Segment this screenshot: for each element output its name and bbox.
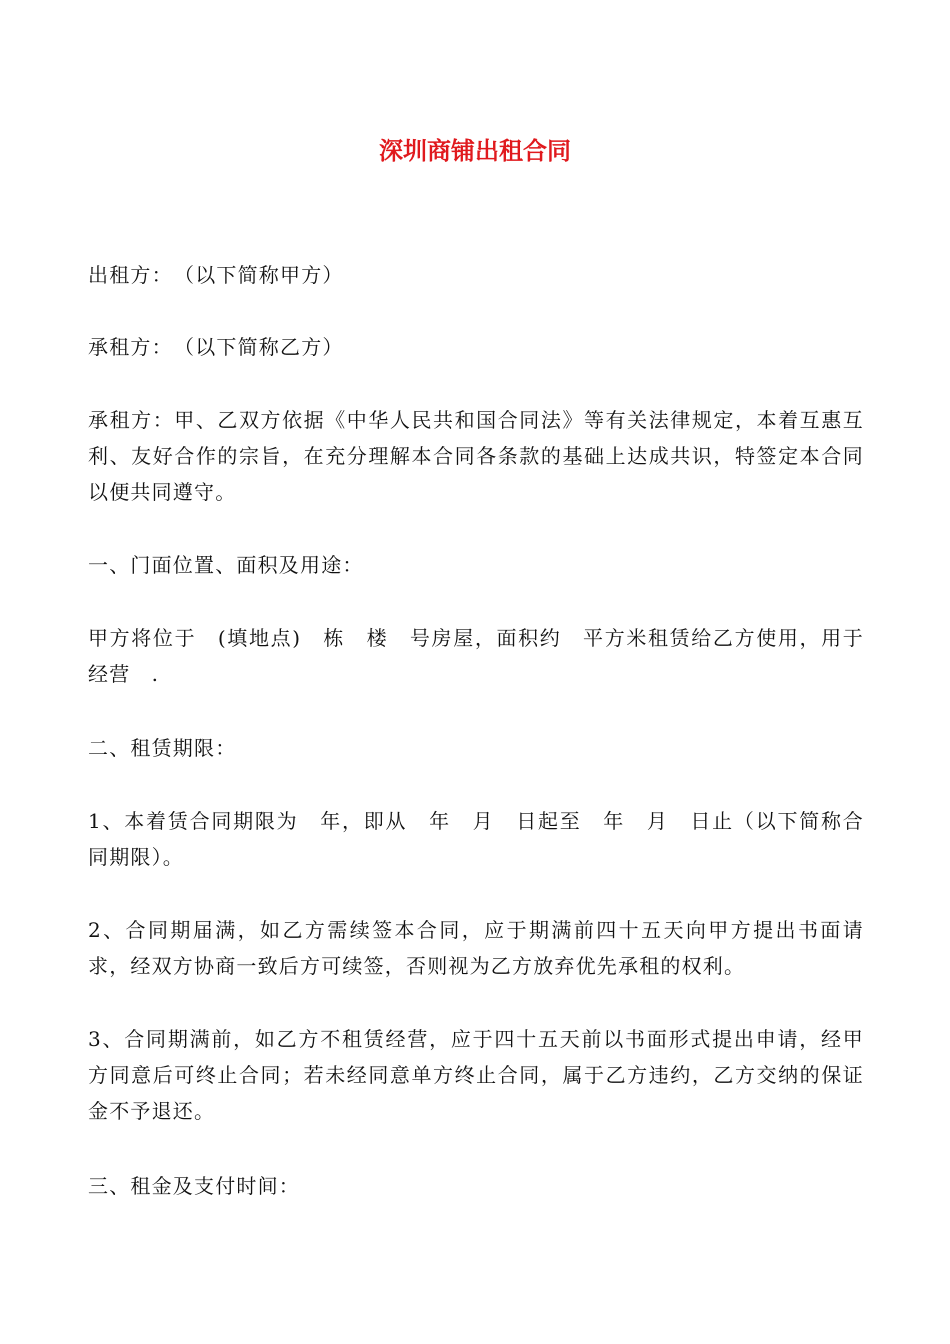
paragraph-lessee: 承租方： （以下简称乙方） <box>88 335 344 359</box>
section-heading-rent: 三、租金及支付时间： <box>88 1174 300 1198</box>
section-heading-location: 一、门面位置、面积及用途： <box>88 553 364 577</box>
document-title: 深圳商铺出租合同 <box>379 137 571 165</box>
paragraph-lessor: 出租方： （以下简称甲方） <box>88 263 344 287</box>
paragraph-term-1: 1、本着赁合同期限为 年，即从 年 月 日起至 年 月 日止（以下简称合同期限）。 <box>88 809 864 869</box>
paragraph-preamble: 承租方：甲、乙双方依据《中华人民共和国合同法》等有关法律规定，本着互惠互利、友好合作的宗旨，在充分理解本合同各条款的基础上达成共识，特签定本合同以便共同遵守。 <box>88 408 864 504</box>
paragraph-term-2: 2、合同期届满，如乙方需续签本合同，应于期满前四十五天向甲方提出书面请求，经双方协商一致后方可续签，否则视为乙方放弃优先承租的权利。 <box>88 918 864 978</box>
paragraph-term-3: 3、合同期满前，如乙方不租赁经营，应于四十五天前以书面形式提出申请，经甲方同意后可终止合同；若未经同意单方终止合同，属于乙方违约，乙方交纳的保证金不予退还。 <box>88 1027 864 1123</box>
section-heading-term: 二、租赁期限： <box>88 736 237 760</box>
paragraph-location: 甲方将位于 (填地点) 栋 楼 号房屋，面积约 平方米租赁给乙方使用，用于经营 . <box>88 626 864 686</box>
